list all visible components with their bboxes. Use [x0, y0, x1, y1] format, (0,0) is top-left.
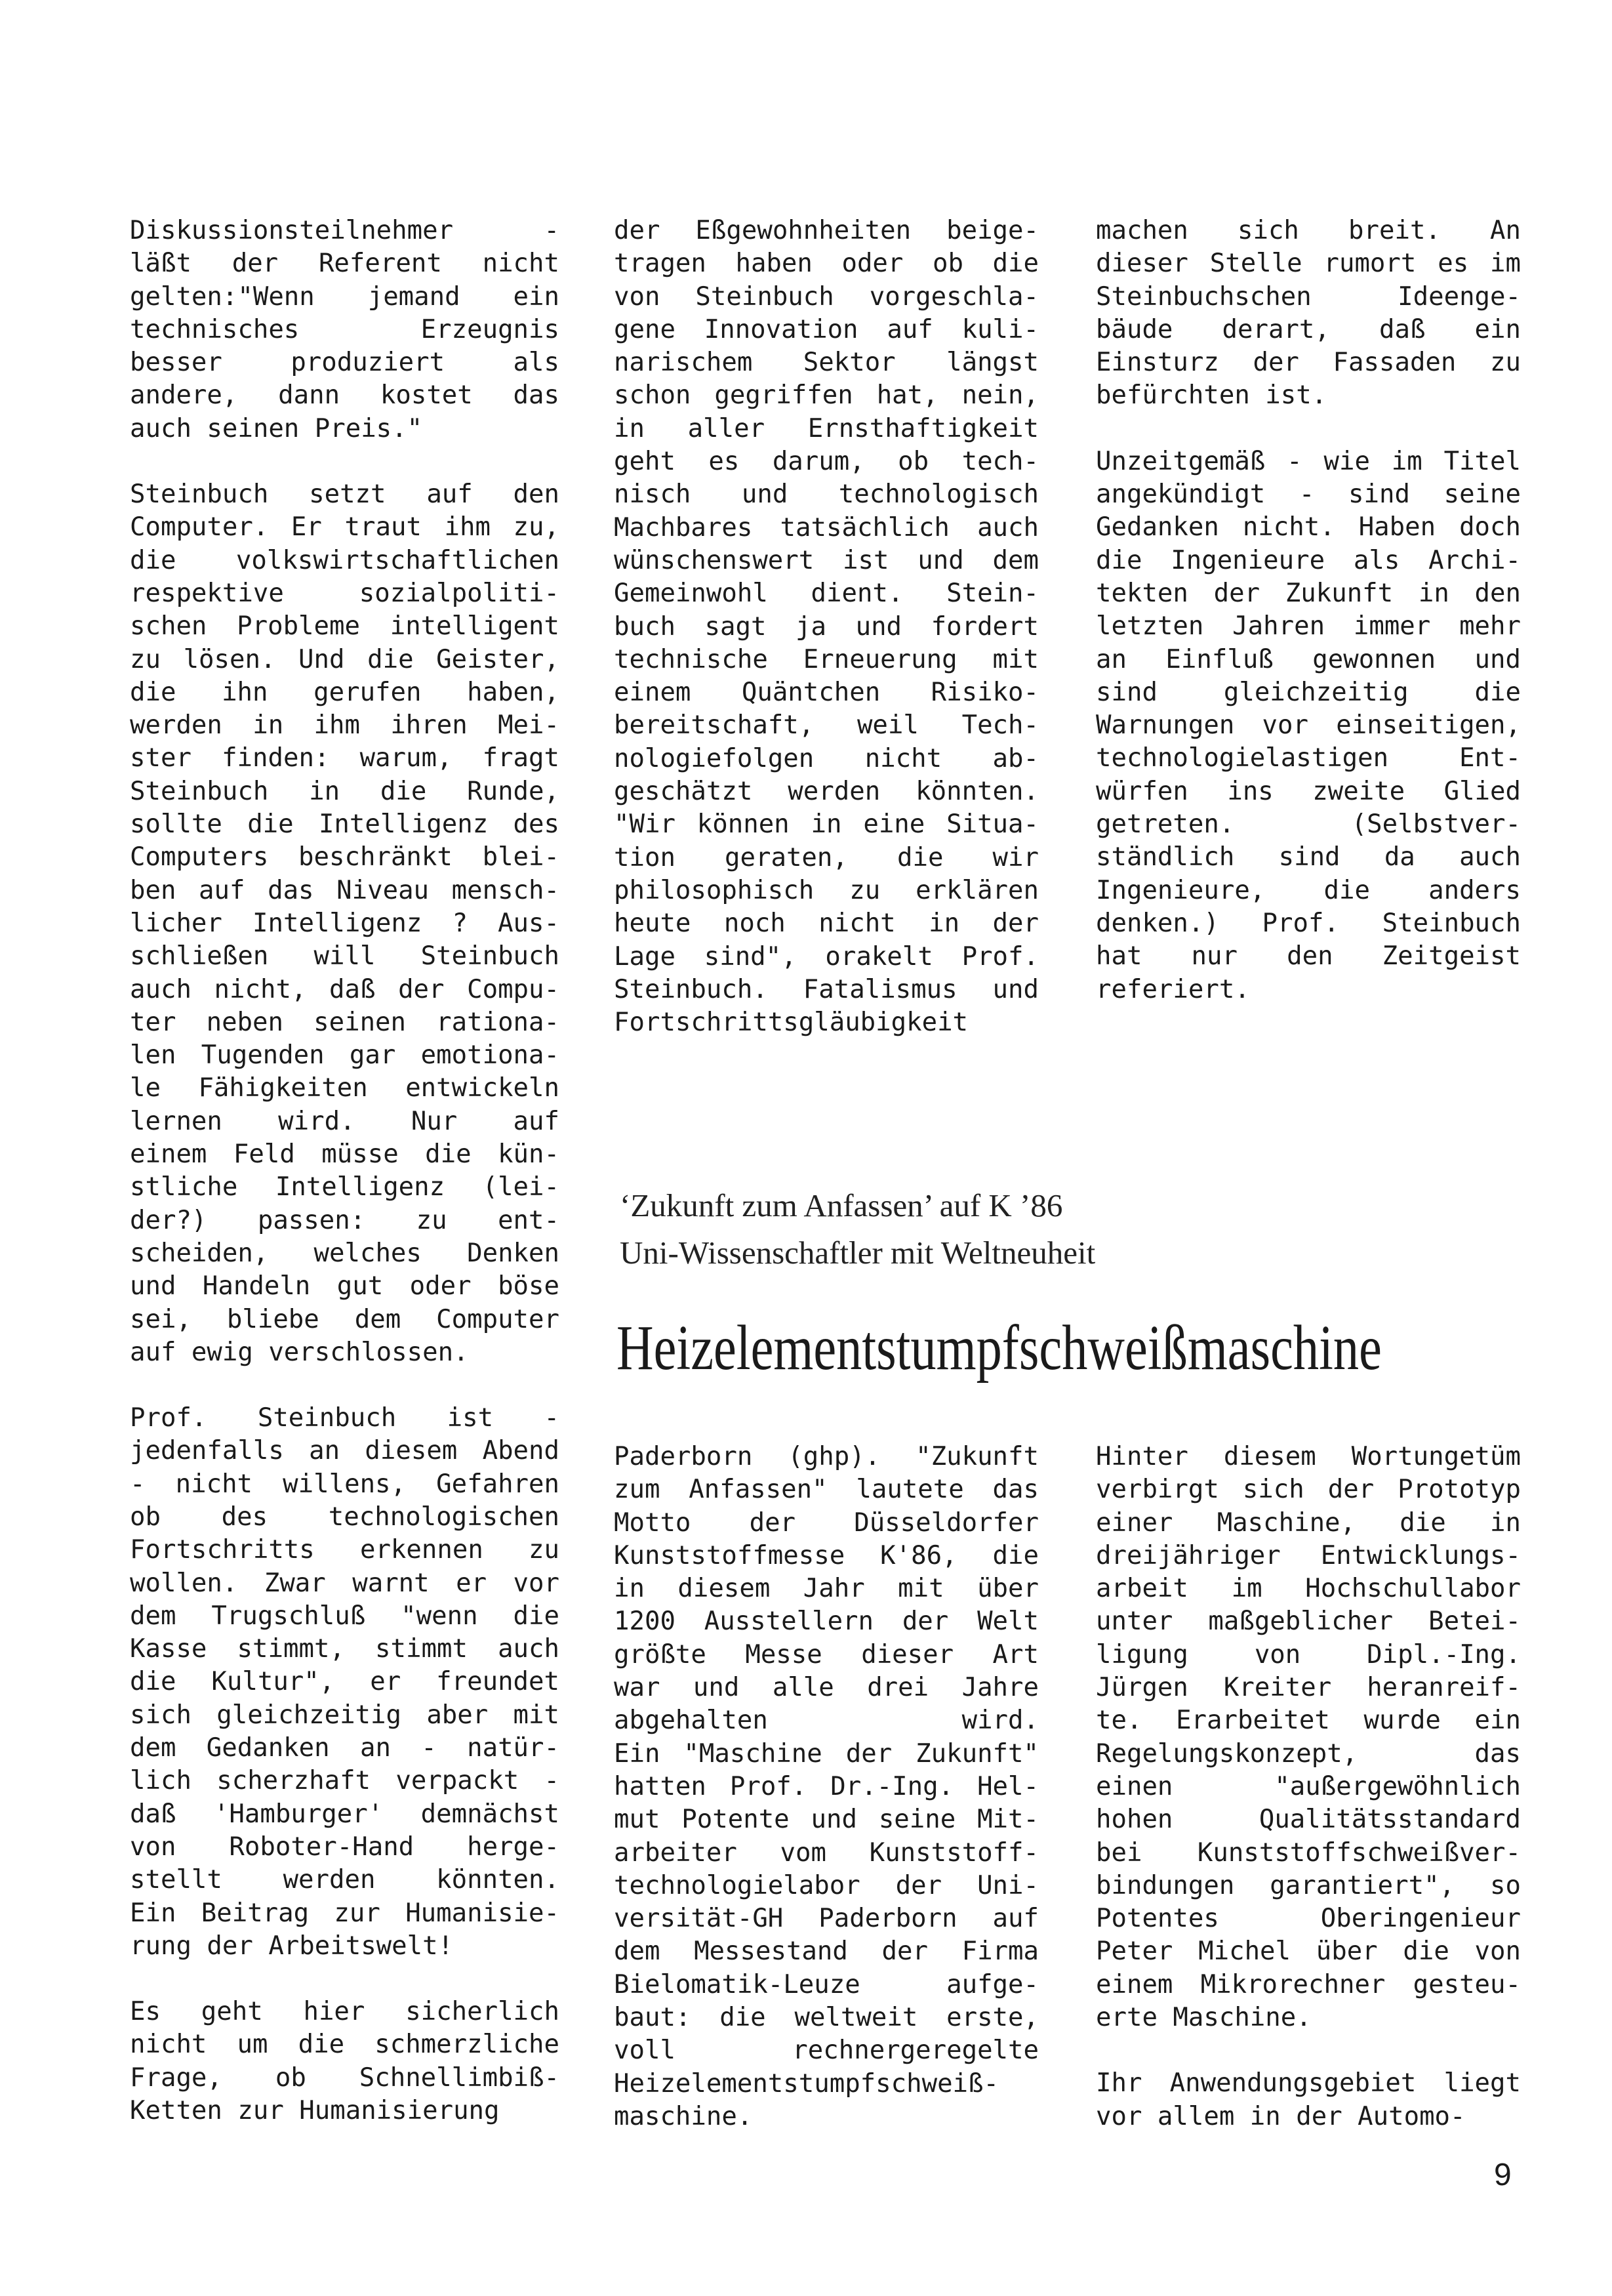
- text-line: Jürgen Kreiter heranreif-: [1096, 1673, 1521, 1703]
- text-line: vor allem in der Automo-: [1096, 2101, 1466, 2131]
- text-line: Steinbuch. Fatalismus und: [614, 974, 1039, 1004]
- text-line: der?) passen: zu ent-: [130, 1205, 559, 1235]
- text-line: machen sich breit. An: [1096, 216, 1521, 245]
- text-line: Fortschrittsgläubigkeit: [614, 1008, 969, 1038]
- text-line: schen Probleme intelligent: [130, 611, 559, 642]
- text-line: erte Maschine.: [1096, 2003, 1312, 2033]
- text-line: bereitschaft, weil Tech-: [614, 710, 1039, 741]
- text-line: zu lösen. Und die Geister,: [130, 644, 559, 674]
- text-line: rung der Arbeitswelt!: [130, 1931, 454, 1961]
- text-line: Steinbuchschen Ideenge-: [1096, 281, 1521, 312]
- text-line: denken.) Prof. Steinbuch: [1096, 908, 1521, 938]
- text-line: tragen haben oder ob die: [614, 249, 1039, 279]
- text-line: zum Anfassen" lautete das: [614, 1475, 1039, 1505]
- text-line: schon gegriffen hat, nein,: [614, 380, 1039, 411]
- text-line: sich gleichzeitig aber mit: [130, 1700, 559, 1730]
- text-line: lich scherzhaft verpackt -: [130, 1766, 559, 1796]
- text-line: Regelungskonzept, das: [1096, 1738, 1521, 1769]
- text-line: dem Trugschluß "wenn die: [130, 1601, 559, 1631]
- text-line: der Eßgewohnheiten beige-: [614, 216, 1039, 245]
- text-line: ster finden: warum, fragt: [130, 743, 559, 773]
- text-line: "Wir können in eine Situa-: [614, 810, 1039, 840]
- article-column-5: [1096, 1441, 1521, 2133]
- text-line: tekten der Zukunft in den: [1096, 578, 1521, 608]
- paragraph-gap: [130, 1369, 559, 1402]
- text-line: gene Innovation auf kuli-: [614, 314, 1039, 344]
- text-line: abgehalten wird.: [614, 1706, 1039, 1736]
- text-line: Gedanken nicht. Haben doch: [1096, 512, 1521, 543]
- text-line: die Ingenieure als Archi-: [1096, 545, 1521, 575]
- text-line: Kunststoffmesse K'86, die: [614, 1540, 1039, 1570]
- text-line: arbeiter vom Kunststoff-: [614, 1837, 1039, 1868]
- text-line: Ein "Maschine der Zukunft": [614, 1738, 1039, 1769]
- text-line: - nicht willens, Gefahren: [130, 1469, 559, 1499]
- text-line: Peter Michel über die von: [1096, 1937, 1521, 1967]
- text-line: Paderborn (ghp). "Zukunft: [614, 1442, 1039, 1471]
- text-line: einem Quäntchen Risiko-: [614, 678, 1039, 708]
- text-line: in aller Ernsthaftigkeit: [614, 413, 1039, 443]
- text-line: lernen wird. Nur auf: [130, 1106, 559, 1136]
- article-headline: Heizelementstumpfschweißmaschine: [616, 1313, 1382, 1384]
- article-column-1: [130, 215, 559, 2127]
- text-line: Ein Beitrag zur Humanisie-: [130, 1898, 559, 1928]
- text-line: werden in ihm ihren Mei-: [130, 710, 559, 741]
- text-line: die volkswirtschaftlichen: [130, 545, 559, 575]
- text-line: ob des technologischen: [130, 1502, 559, 1532]
- text-line: ständlich sind da auch: [1096, 842, 1521, 872]
- text-line: war und alle drei Jahre: [614, 1673, 1039, 1703]
- paragraph-gap: [1096, 2034, 1521, 2067]
- text-line: auch nicht, daß der Compu-: [130, 974, 559, 1004]
- text-line: ligung von Dipl.-Ing.: [1096, 1639, 1521, 1670]
- text-line: schließen will Steinbuch: [130, 941, 559, 972]
- text-line: hatten Prof. Dr.-Ing. Hel-: [614, 1771, 1039, 1801]
- text-line: wollen. Zwar warnt er vor: [130, 1568, 559, 1598]
- text-line: verbirgt sich der Prototyp: [1096, 1475, 1521, 1505]
- text-line: dieser Stelle rumort es im: [1096, 249, 1521, 279]
- text-line: angekündigt - sind seine: [1096, 480, 1521, 510]
- text-line: dem Messestand der Firma: [614, 1937, 1039, 1967]
- text-line: Ihr Anwendungsgebiet liegt: [1096, 2068, 1521, 2099]
- text-line: in diesem Jahr mit über: [614, 1574, 1039, 1604]
- text-line: buch sagt ja und fordert: [614, 611, 1039, 642]
- text-line: nologiefolgen nicht ab-: [614, 743, 1039, 773]
- paragraph-gap: [130, 445, 559, 478]
- text-line: einen "außergewöhnlich: [1096, 1771, 1521, 1801]
- paragraph-gap: [1096, 413, 1521, 445]
- text-line: Gemeinwohl dient. Stein-: [614, 579, 1039, 609]
- text-line: Heizelementstumpfschweiß-: [614, 2068, 999, 2099]
- text-line: mut Potente und seine Mit-: [614, 1805, 1039, 1835]
- text-line: sollte die Intelligenz des: [130, 810, 559, 840]
- text-line: auch seinen Preis.": [130, 413, 423, 443]
- text-line: die Kultur", er freundet: [130, 1667, 559, 1697]
- text-line: Diskussionsteilnehmer -: [130, 216, 559, 245]
- text-line: von Roboter-Hand herge-: [130, 1832, 559, 1862]
- text-line: Ketten zur Humanisierung: [130, 2096, 500, 2126]
- text-line: Computers beschränkt blei-: [130, 842, 559, 872]
- text-line: technisches Erzeugnis: [130, 314, 559, 344]
- article-column-3: [1096, 215, 1521, 1006]
- text-line: geschätzt werden könnten.: [614, 777, 1039, 807]
- text-line: hat nur den Zeitgeist: [1096, 941, 1521, 972]
- text-line: nisch und technologisch: [614, 480, 1039, 510]
- text-line: Potentes Oberingenieur: [1096, 1904, 1521, 1934]
- text-line: heute noch nicht in der: [614, 909, 1039, 939]
- paragraph-gap: [130, 1963, 559, 1996]
- text-line: wünschenswert ist und dem: [614, 545, 1039, 575]
- text-line: Warnungen vor einseitigen,: [1096, 710, 1521, 741]
- page-number: 9: [1494, 2158, 1512, 2192]
- text-line: dreijähriger Entwicklungs-: [1096, 1540, 1521, 1570]
- article-kicker-line-1: ‘Zukunft zum Anfassen’ auf K ’86: [620, 1187, 1063, 1223]
- text-line: Es geht hier sicherlich: [130, 1997, 559, 2027]
- text-line: scheiden, welches Denken: [130, 1238, 559, 1268]
- text-line: Frage, ob Schnellimbiß-: [130, 2062, 559, 2093]
- text-line: Computer. Er traut ihm zu,: [130, 512, 559, 543]
- text-line: würfen ins zweite Glied: [1096, 776, 1521, 806]
- text-line: stliche Intelligenz (lei-: [130, 1172, 559, 1202]
- text-line: 1200 Ausstellern der Welt: [614, 1607, 1039, 1637]
- text-line: einer Maschine, die in: [1096, 1507, 1521, 1538]
- text-line: Einsturz der Fassaden zu: [1096, 348, 1521, 378]
- text-line: auf ewig verschlossen.: [130, 1337, 469, 1367]
- text-line: geht es darum, ob tech-: [614, 447, 1039, 477]
- text-line: ter neben seinen rationa-: [130, 1007, 559, 1037]
- text-line: letzten Jahren immer mehr: [1096, 611, 1521, 642]
- text-line: getreten. (Selbstver-: [1096, 810, 1521, 840]
- text-line: Ingenieure, die anders: [1096, 875, 1521, 905]
- text-line: tion geraten, die wir: [614, 842, 1039, 872]
- text-line: philosophisch zu erklären: [614, 875, 1039, 905]
- text-line: licher Intelligenz ? Aus-: [130, 908, 559, 938]
- text-line: dem Gedanken an - natür-: [130, 1733, 559, 1763]
- text-line: Unzeitgemäß - wie im Titel: [1096, 446, 1521, 476]
- text-line: hohen Qualitätsstandard: [1096, 1805, 1521, 1835]
- text-line: andere, dann kostet das: [130, 380, 559, 411]
- text-line: befürchten ist.: [1096, 380, 1327, 411]
- article-column-2: [614, 215, 1039, 1039]
- text-line: größte Messe dieser Art: [614, 1639, 1039, 1670]
- text-line: besser produziert als: [130, 348, 559, 378]
- text-line: und Handeln gut oder böse: [130, 1271, 559, 1302]
- text-line: gelten:"Wenn jemand ein: [130, 281, 559, 312]
- article-kicker-line-2: Uni-Wissenschaftler mit Weltneuheit: [620, 1235, 1096, 1271]
- text-line: maschine.: [614, 2101, 753, 2131]
- text-line: ben auf das Niveau mensch-: [130, 875, 559, 905]
- text-line: baut: die weltweit erste,: [614, 2003, 1039, 2033]
- text-line: sei, bliebe dem Computer: [130, 1304, 559, 1334]
- text-line: bäude derart, daß ein: [1096, 314, 1521, 344]
- text-line: Lage sind", orakelt Prof.: [614, 941, 1039, 972]
- text-line: referiert.: [1096, 974, 1250, 1004]
- text-line: le Fähigkeiten entwickeln: [130, 1073, 559, 1103]
- text-line: unter maßgeblicher Betei-: [1096, 1607, 1521, 1637]
- text-line: an Einfluß gewonnen und: [1096, 644, 1521, 674]
- text-line: Fortschritts erkennen zu: [130, 1535, 559, 1565]
- text-line: läßt der Referent nicht: [130, 249, 559, 279]
- text-line: einem Feld müsse die kün-: [130, 1139, 559, 1170]
- text-line: Hinter diesem Wortungetüm: [1096, 1442, 1521, 1471]
- text-line: bindungen garantiert", so: [1096, 1870, 1521, 1900]
- text-line: te. Erarbeitet wurde ein: [1096, 1706, 1521, 1736]
- text-line: respektive sozialpoliti-: [130, 578, 559, 608]
- text-line: Steinbuch in die Runde,: [130, 776, 559, 806]
- text-line: narischem Sektor längst: [614, 348, 1039, 378]
- text-line: len Tugenden gar emotiona-: [130, 1040, 559, 1071]
- text-line: technische Erneuerung mit: [614, 644, 1039, 674]
- text-line: technologielastigen Ent-: [1096, 743, 1521, 773]
- text-line: stellt werden könnten.: [130, 1865, 559, 1895]
- text-line: versität-GH Paderborn auf: [614, 1904, 1039, 1934]
- text-line: die ihn gerufen haben,: [130, 677, 559, 707]
- text-line: Machbares tatsächlich auch: [614, 512, 1039, 543]
- text-line: Motto der Düsseldorfer: [614, 1507, 1039, 1538]
- text-line: arbeit im Hochschullabor: [1096, 1574, 1521, 1604]
- text-line: jedenfalls an diesem Abend: [130, 1436, 559, 1466]
- text-line: Prof. Steinbuch ist -: [130, 1403, 559, 1433]
- text-line: einem Mikrorechner gesteu-: [1096, 1969, 1521, 1999]
- text-line: Kasse stimmt, stimmt auch: [130, 1634, 559, 1664]
- text-line: Steinbuch setzt auf den: [130, 480, 559, 510]
- text-line: von Steinbuch vorgeschla-: [614, 281, 1039, 312]
- text-line: bei Kunststoffschweißver-: [1096, 1837, 1521, 1868]
- article-column-4: [614, 1441, 1039, 2133]
- text-line: sind gleichzeitig die: [1096, 677, 1521, 707]
- text-line: nicht um die schmerzliche: [130, 2030, 559, 2060]
- text-line: daß 'Hamburger' demnächst: [130, 1799, 559, 1829]
- text-line: technologielabor der Uni-: [614, 1870, 1039, 1900]
- text-line: voll rechnergeregelte: [614, 2036, 1039, 2066]
- text-line: Bielomatik-Leuze aufge-: [614, 1969, 1039, 1999]
